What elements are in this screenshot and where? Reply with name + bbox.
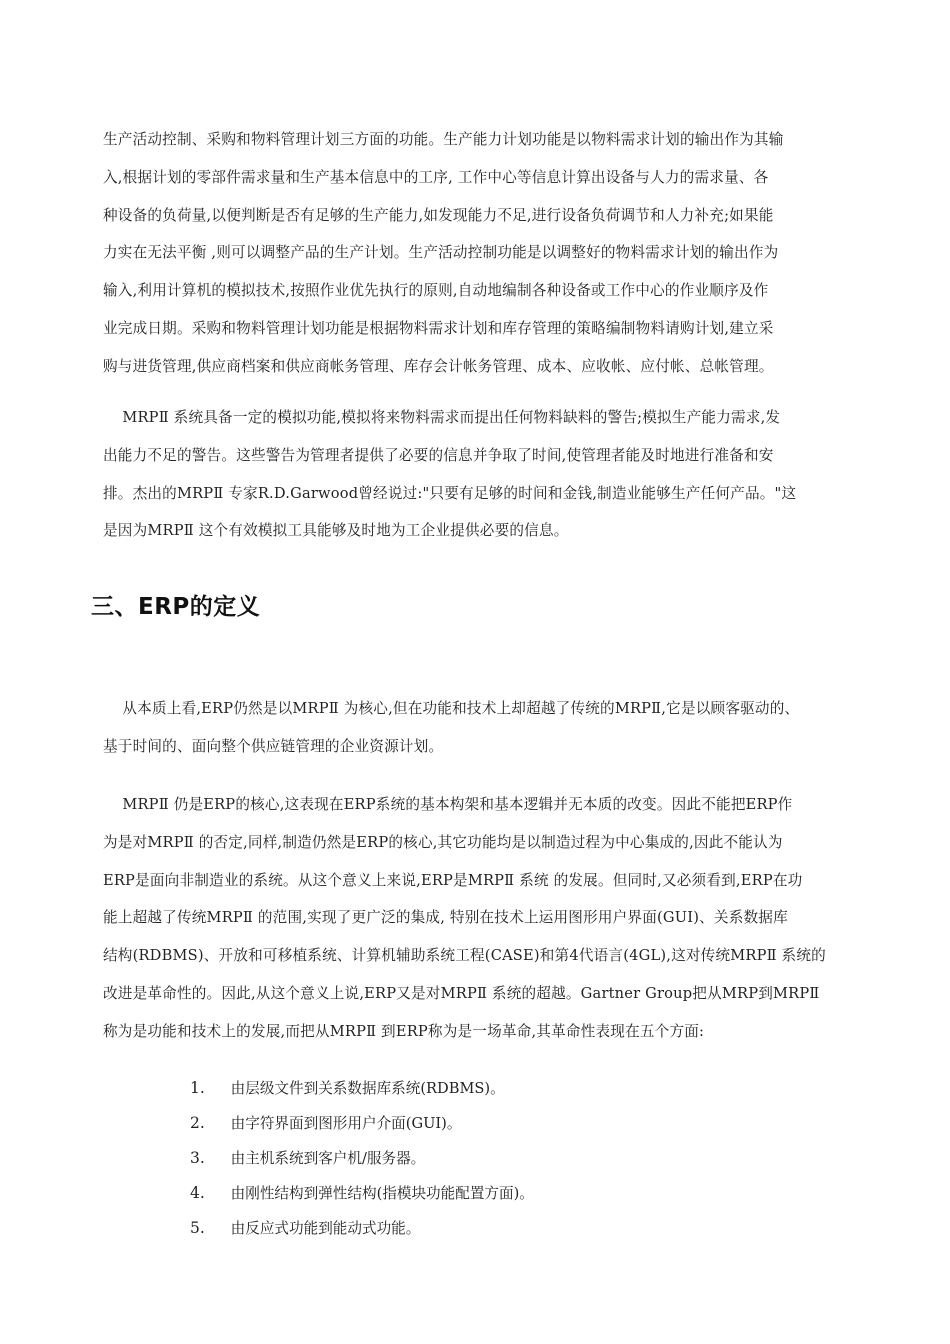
text-line: MRPⅡ 系统具备一定的模拟功能,模拟将来物料需求而提出任何物料缺料的警告;模拟生产能力需求,发 [103, 409, 781, 426]
text-line: 业完成日期。采购和物料管理计划功能是根据物料需求计划和库存管理的策略编制物料请购计划,建立采 [103, 319, 774, 337]
list-number: 2. [190, 1114, 205, 1132]
text-line: 结构(RDBMS)、开放和可移植系统、计算机辅助系统工程(CASE)和第4代语言(4GL),这对传统MRPⅡ 系统的 [103, 947, 826, 965]
list-item [190, 1071, 534, 1106]
paragraph-mrp-functions [103, 121, 843, 386]
paragraph-mrp-core [103, 786, 843, 1051]
paragraph-simulation [103, 399, 843, 550]
list-text: 由层级文件到关系数据库系统(RDBMS)。 [230, 1080, 505, 1097]
text-line: 排。杰出的MRPⅡ 专家R.D.Garwood曾经说过:"只要有足够的时间和金钱,制造业能够生产任何产品。"这 [103, 484, 797, 502]
text-line: 种设备的负荷量,以便判断是否有足够的生产能力,如发现能力不足,进行设备负荷调节和人力补充;如果能 [103, 206, 774, 224]
text-line: 输入,利用计算机的模拟技术,按照作业优先执行的原则,自动地编制各种设备或工作中心的作业顺序及作 [103, 282, 769, 300]
list-item [190, 1176, 534, 1211]
list-number: 5. [190, 1219, 205, 1237]
text-line: 为是对MRPⅡ 的否定,同样,制造仍然是ERP的核心,其它功能均是以制造过程为中心集成的,因此不能认为 [103, 833, 783, 851]
list-text: 由反应式功能到能动式功能。 [230, 1220, 421, 1237]
list-item [190, 1106, 534, 1141]
text-line: ERP是面向非制造业的系统。从这个意义上来说,ERP是MRPⅡ 系统 的发展。但同时,又必须看到,ERP在功 [103, 871, 803, 889]
text-line: 生产活动控制、采购和物料管理计划三方面的功能。生产能力计划功能是以物料需求计划的输出作为其输 [103, 131, 784, 148]
list-item [190, 1211, 534, 1246]
list-number: 1. [190, 1079, 205, 1097]
text-line: 能上超越了传统MRPⅡ 的范围,实现了更广泛的集成, 特别在技术上运用图形用户界面(GUI)、关系数据库 [103, 909, 788, 927]
list-text: 由主机系统到客户机/服务器。 [230, 1150, 426, 1167]
text-line: 是因为MRPⅡ 这个有效模拟工具能够及时地为工企业提供必要的信息。 [103, 522, 569, 540]
paragraph-erp-essence [103, 690, 843, 766]
list-text: 由刚性结构到弹性结构(指模块功能配置方面)。 [230, 1185, 534, 1202]
text-line: 从本质上看,ERP仍然是以MRPⅡ 为核心,但在功能和技术上却超越了传统的MRPⅡ,它是以顾客驱动的、 [103, 700, 800, 717]
text-line: 出能力不足的警告。这些警告为管理者提供了必要的信息并争取了时间,使管理者能及时地进行准备和安 [103, 446, 774, 464]
text-line: 基于时间的、面向整个供应链管理的企业资源计划。 [103, 737, 444, 755]
text-line: 称为是功能和技术上的发展,而把从MRPⅡ 到ERP称为是一场革命,其革命性表现在五个方面: [103, 1022, 705, 1040]
text-line: 改进是革命性的。因此,从这个意义上说,ERP又是对MRPⅡ 系统的超越。Gartner Group把从MRP到MRPⅡ [103, 984, 820, 1002]
list-item [190, 1141, 534, 1176]
list-number: 3. [190, 1149, 205, 1167]
list-number: 4. [190, 1184, 205, 1202]
text-line: MRPⅡ 仍是ERP的核心,这表现在ERP系统的基本构架和基本逻辑并无本质的改变。因此不能把ERP作 [103, 796, 793, 813]
section-heading: 三、ERP的定义 [91, 594, 261, 620]
text-line: 购与进货管理,供应商档案和供应商帐务管理、库存会计帐务管理、成本、应收帐、应付帐、总帐管理。 [103, 357, 774, 375]
text-line: 入,根据计划的零部件需求量和生产基本信息中的工序, 工作中心等信息计算出设备与人力的需求量、各 [103, 168, 769, 186]
list-text: 由字符界面到图形用户介面(GUI)。 [230, 1115, 462, 1132]
revolution-list [190, 1071, 534, 1246]
text-line: 力实在无法平衡 ,则可以调整产品的生产计划。生产活动控制功能是以调整好的物料需求计划的输出作为 [103, 244, 779, 262]
